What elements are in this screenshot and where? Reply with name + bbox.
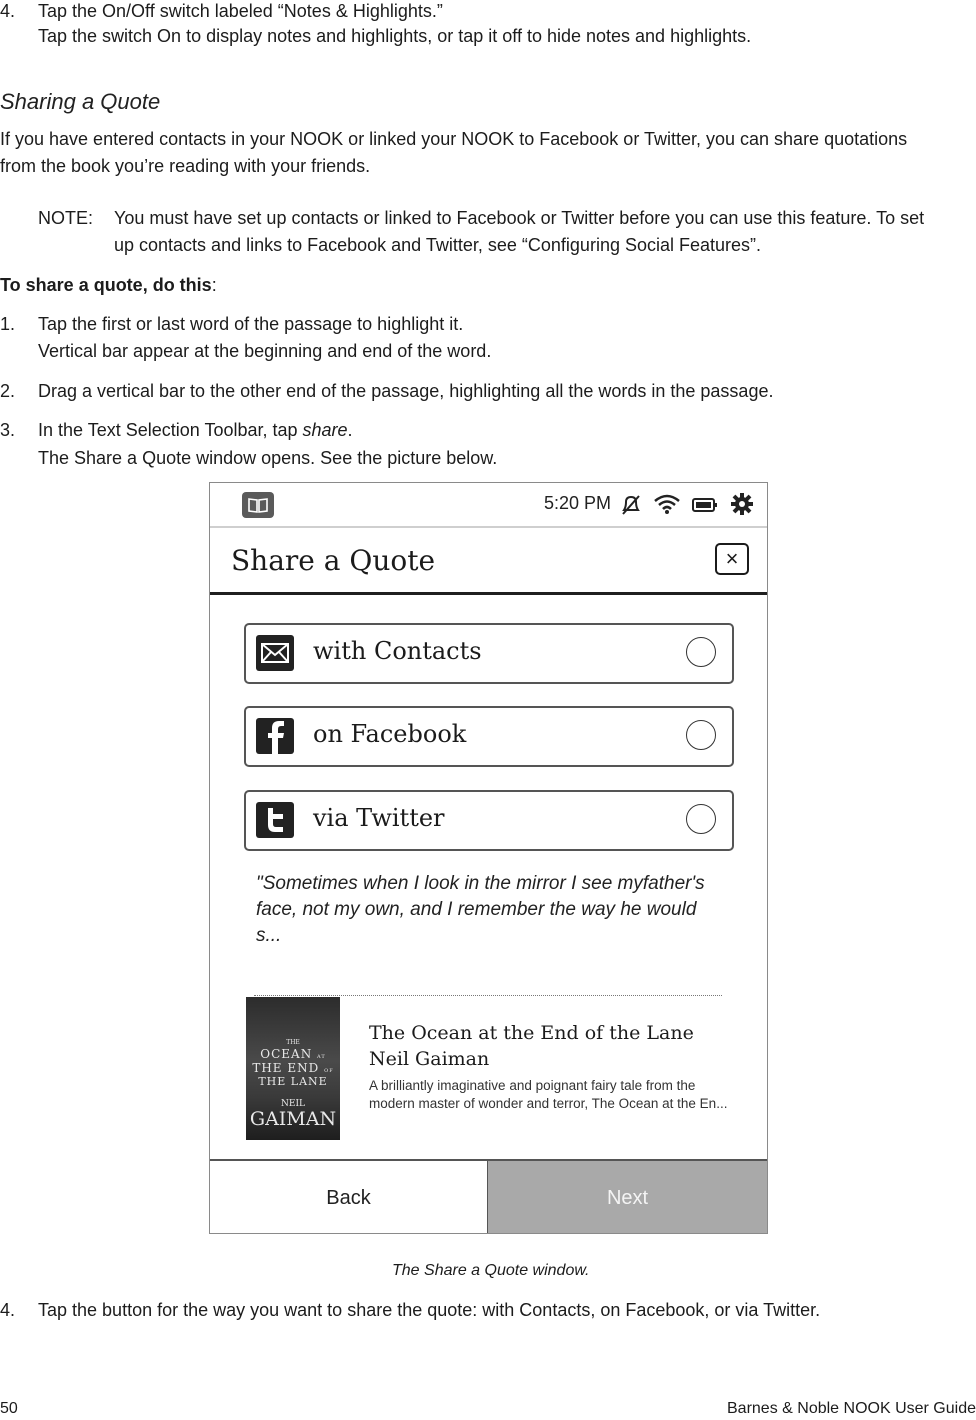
option-label: via Twitter — [313, 804, 445, 832]
book-title: The Ocean at the End of the Lane — [369, 1022, 694, 1044]
notifications-off-icon[interactable] — [620, 493, 642, 522]
twitter-icon — [256, 802, 294, 838]
share-via-twitter-option[interactable] — [244, 790, 734, 851]
library-icon[interactable] — [242, 492, 274, 518]
wifi-icon[interactable] — [653, 493, 681, 520]
radio-button[interactable] — [686, 804, 716, 834]
next-button[interactable]: Next — [488, 1161, 767, 1234]
step-text: Tap the first or last word of the passage to highlight it. — [38, 314, 464, 334]
step-text: Tap the button for the way you want to share the quote: with Contacts, on Facebook, or via Twitter. — [38, 1300, 821, 1320]
close-button[interactable] — [715, 543, 749, 575]
status-time: 5:20 PM — [544, 493, 612, 513]
dialog-title: Share a Quote — [231, 544, 436, 577]
book-author: Neil Gaiman — [369, 1048, 490, 1070]
dialog-header — [210, 528, 767, 595]
settings-gear-icon[interactable] — [730, 492, 754, 521]
intro-text: If you have entered contacts in your NOOK or linked your NOOK to Facebook or Twitter, you can share quotations — [0, 129, 908, 149]
back-button[interactable]: Back — [210, 1161, 488, 1234]
step-detail: Vertical bar appear at the beginning and end of the word. — [38, 341, 492, 361]
step-detail: Tap the switch On to display notes and highlights, or tap it off to hide notes and highlights. — [38, 26, 752, 46]
note-text: You must have set up contacts or linked to Facebook or Twitter before you can use this feature. To set — [114, 208, 925, 228]
mail-icon — [256, 635, 294, 671]
share-with-contacts-option[interactable] — [244, 623, 734, 684]
close-icon: × — [725, 546, 739, 571]
quote-preview: "Sometimes when I look in the mirror I see myfather's face, not my own, and I remember the way he would s... — [256, 873, 705, 946]
step-number: 3. — [0, 420, 16, 440]
share-quote-screenshot — [209, 482, 768, 1234]
cover-title-ocean: OCEAN AT — [260, 1047, 326, 1061]
step-number: 4. — [0, 1, 16, 21]
divider — [254, 995, 722, 996]
step-text: In the Text Selection Toolbar, tap share. — [38, 420, 353, 440]
section-title: Sharing a Quote — [0, 89, 161, 114]
radio-button[interactable] — [686, 720, 716, 750]
book-description: A brilliantly imaginative and poignant fairy tale from the modern master of wonder and terror, The Ocean at the En... — [369, 1078, 728, 1111]
note-label: NOTE: — [38, 208, 94, 228]
guide-title: Barnes & Noble NOOK User Guide — [727, 1400, 976, 1417]
facebook-icon — [256, 718, 294, 754]
battery-icon[interactable] — [692, 498, 718, 517]
step-number: 2. — [0, 381, 16, 401]
step-detail: The Share a Quote window opens. See the picture below. — [38, 448, 498, 468]
share-on-facebook-option[interactable] — [244, 706, 734, 767]
step-number: 1. — [0, 314, 16, 334]
status-bar — [210, 483, 767, 528]
step-text: Drag a vertical bar to the other end of the passage, highlighting all the words in the passage. — [38, 381, 774, 401]
option-label: with Contacts — [313, 637, 482, 665]
book-cover: THE OCEAN AT THE END OF THE LANE NEIL GAIMAN — [246, 997, 340, 1140]
step-number: 4. — [0, 1300, 16, 1320]
option-label: on Facebook — [313, 720, 467, 748]
step-text: Tap the On/Off switch labeled “Notes & Highlights.” — [38, 1, 443, 21]
dialog-footer — [210, 1159, 767, 1234]
radio-button[interactable] — [686, 637, 716, 667]
howto-heading: To share a quote, do this: — [0, 275, 217, 295]
page-number: 50 — [0, 1400, 18, 1417]
cover-title-end: THE END OF — [252, 1061, 334, 1075]
note-text: up contacts and links to Facebook and Twitter, see “Configuring Social Features”. — [114, 235, 762, 255]
figure-caption: The Share a Quote window. — [392, 1262, 590, 1279]
intro-text: from the book you’re reading with your friends. — [0, 156, 371, 176]
